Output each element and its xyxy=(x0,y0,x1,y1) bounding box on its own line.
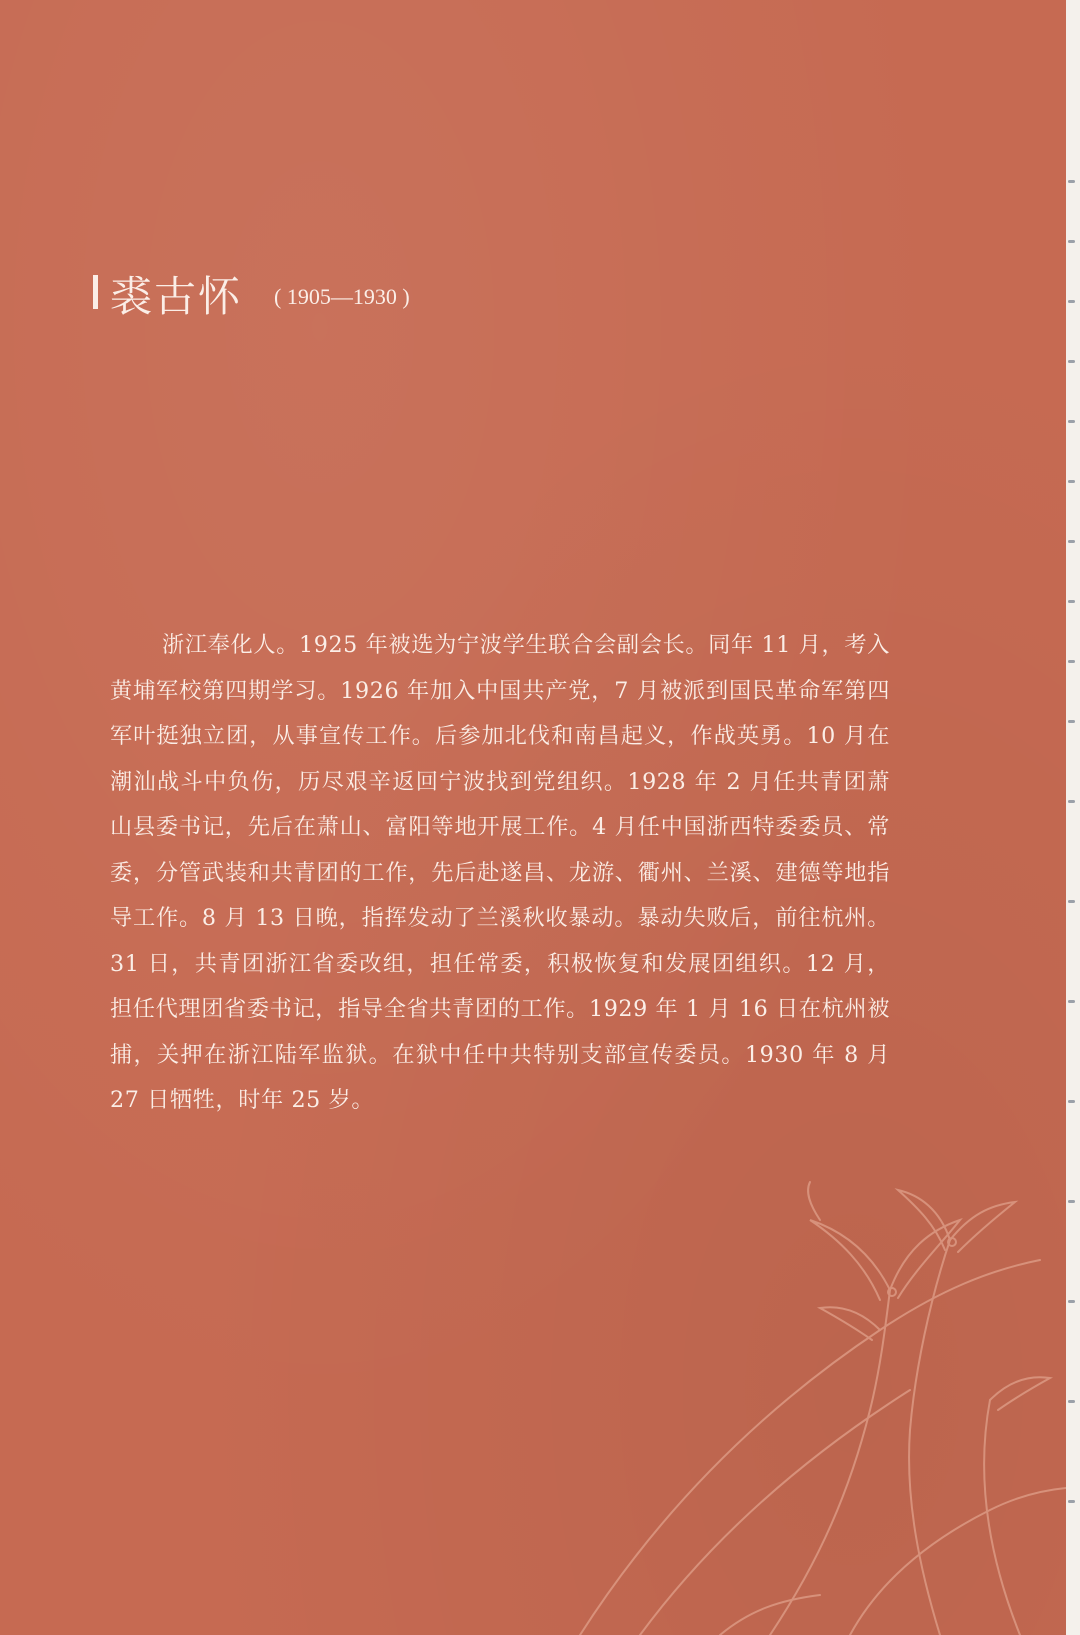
binding-hole xyxy=(1068,720,1075,723)
person-name-heading: 裘古怀 xyxy=(110,272,243,321)
binding-hole xyxy=(1068,900,1075,903)
binding-hole xyxy=(1068,1400,1075,1403)
binding-edge xyxy=(1066,0,1080,1635)
binding-hole xyxy=(1068,660,1075,663)
title-marker-bar xyxy=(93,275,98,309)
binding-hole xyxy=(1068,240,1075,243)
biography-paragraph: 浙江奉化人。1925 年被选为宁波学生联合会副会长。同年 11 月，考入黄埔军校第四期学习。1926 年加入中国共产党，7 月被派到国民革命军第四军叶挺独立团，从事宣传工作。后参加北伐和南昌起义，作战英勇。10 月在潮汕战斗中负伤，历尽艰辛返回宁波找到党组织。1928 年 2 月任共青团萧山县委书记，先后在萧山、富阳等地开展工作。4 月任中国浙西特委委员、常委，分管武装和共青团的工作，先后赴遂昌、龙游、衢州、兰溪、建德等地指导工作。8 月 13 日晚，指挥发动了兰溪秋收暴动。暴动失败后，前往杭州。31 日，共青团浙江省委改组，担任常委，积极恢复和发展团组织。12 月，担任代理团省委书记，指导全省共青团的工作。1929 年 1 月 16 日在杭州被捕，关押在浙江陆军监狱。在狱中任中共特别支部宣传委员。1930 年 8 月 27 日牺牲，时年 25 岁。 xyxy=(110,632,890,1113)
orchid-illustration xyxy=(520,1180,1066,1635)
binding-hole xyxy=(1068,480,1075,483)
binding-hole xyxy=(1068,600,1075,603)
binding-hole xyxy=(1068,1500,1075,1503)
binding-hole xyxy=(1068,1300,1075,1303)
binding-hole xyxy=(1068,800,1075,803)
binding-hole xyxy=(1068,1000,1075,1003)
binding-hole xyxy=(1068,1200,1075,1203)
binding-hole xyxy=(1068,360,1075,363)
binding-hole xyxy=(1068,420,1075,423)
binding-hole xyxy=(1068,180,1075,183)
binding-hole xyxy=(1068,540,1075,543)
binding-hole xyxy=(1068,1100,1075,1103)
binding-hole xyxy=(1068,300,1075,303)
life-years: ( 1905—1930 ) xyxy=(274,284,410,309)
